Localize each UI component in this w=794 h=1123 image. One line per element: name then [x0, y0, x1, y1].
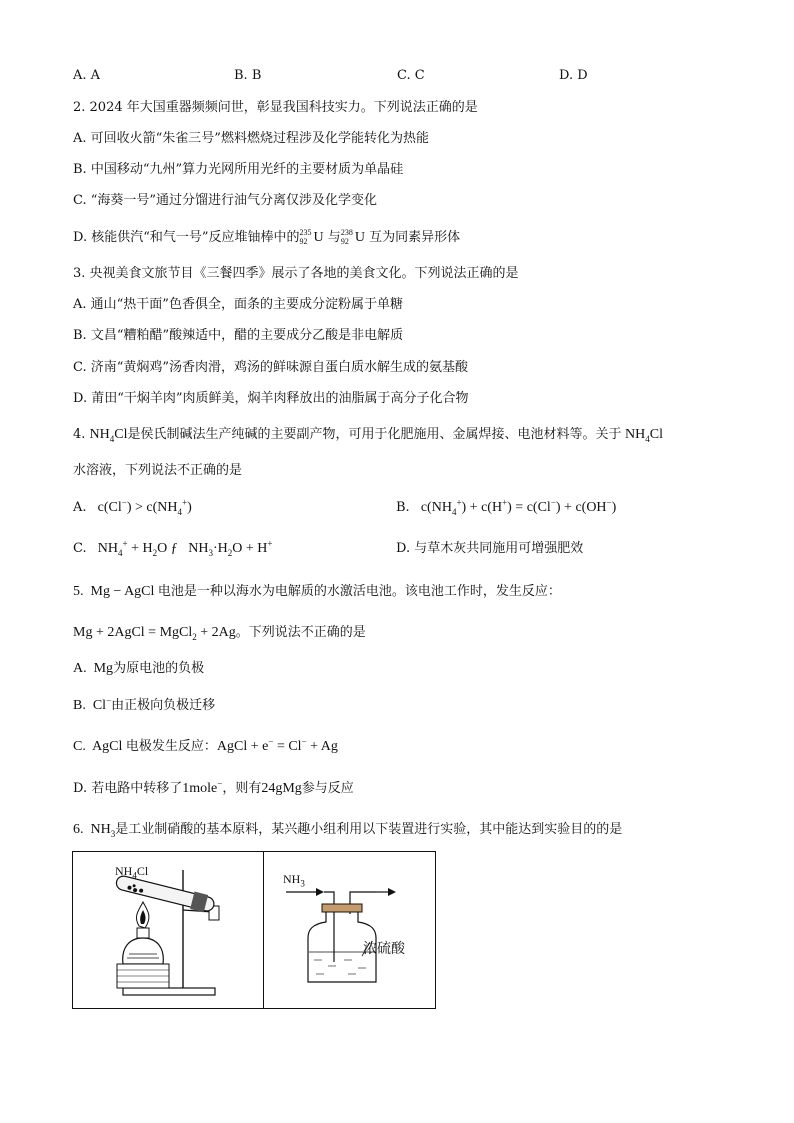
q2-option-b[interactable]: B. 中国移动“九州”算力光网所用光纤的主要材质为单晶硅	[73, 162, 404, 177]
q5-d-mass: 24gMg	[261, 781, 302, 796]
fig2-liquid-label: 浓硫酸	[363, 941, 405, 957]
heating-apparatus-diagram	[73, 852, 263, 1008]
apparatus-figure	[72, 851, 436, 1009]
q5-d-electrons: 1mole−	[182, 778, 223, 796]
q4-c-label: C.	[73, 541, 87, 556]
q5-option-d[interactable]	[73, 779, 354, 799]
q4-stem-text1: 是侯氏制碱法生产纯碱的主要副产物，可用于化肥施用、金属焊接、电池材料等。关于	[127, 427, 622, 442]
q4-a-label: A.	[73, 500, 87, 515]
q4-stem-line2: 水溶液，下列说法不正确的是	[73, 463, 243, 478]
fig1-label-nh4cl: $NH_4Cl$	[115, 864, 149, 881]
q5-d-suffix: 参与反应	[301, 781, 354, 796]
q5-stem-text1: 电池是一种以海水为电解质的水激活电池。该电池工作时，发生反应：	[157, 584, 561, 599]
q5-reaction-equation: Mg + 2AgCl = MgCl$_2$ + 2Ag	[73, 625, 236, 642]
q1-option-d[interactable]: D. D	[559, 68, 588, 83]
isotope-1-symbol: U	[313, 230, 324, 245]
q5-d-prefix: D. 若电路中转移了	[73, 781, 183, 796]
isotope-2	[341, 228, 355, 248]
fig2-gas-label: $NH_3$	[283, 872, 305, 889]
q4-option-c[interactable]	[73, 539, 272, 559]
q5-c-text: 电极发生反应：	[125, 739, 217, 754]
q5-option-a[interactable]	[73, 659, 204, 679]
q2-option-d[interactable]	[73, 228, 460, 248]
q3-option-b[interactable]: B. 文昌“糟粕醋”酸辣适中，醋的主要成分乙酸是非电解质	[73, 328, 404, 343]
q4-formula-nh4cl: $NH_4Cl$	[89, 427, 128, 444]
isotope-2-z: 92	[340, 237, 349, 246]
q5-stem-line1	[73, 582, 561, 602]
q2-stem: 2. 2024 年大国重器频频问世，彰显我国科技实力。下列说法正确的是	[73, 100, 478, 115]
isotope-1	[300, 228, 314, 248]
q6-number-formula: 6. $NH_3$	[73, 822, 116, 839]
q5-number-formula: 5. Mg − AgCl	[73, 584, 158, 599]
q4-c-equation: $NH_4^+ + H_2O$ ƒ $NH_3\cdot H_2O + H^+$	[90, 538, 273, 558]
q4-option-a[interactable]	[73, 498, 192, 518]
isotope-1-mass: 235	[299, 228, 312, 237]
q4-number: 4.	[73, 427, 86, 442]
q1-option-b[interactable]: B. B	[234, 68, 262, 83]
q3-option-c[interactable]: C. 济南“黄焖鸡”汤香肉滑，鸡汤的鲜味源自蛋白质水解生成的氨基酸	[73, 360, 469, 375]
q3-stem: 3. 央视美食文旅节目《三餐四季》展示了各地的美食文化。下列说法正确的是	[73, 266, 519, 281]
q4-b-label: B.	[396, 500, 410, 515]
q5-option-c[interactable]	[73, 737, 338, 757]
q3-option-a[interactable]: A. 通山“热干面”色香俱全，面条的主要成分淀粉属于单糖	[73, 297, 403, 312]
q4-b-expression: $c(NH_4^+) + c(H^+) = c(Cl^-) + c(OH^-)$	[413, 497, 617, 517]
q4-option-b[interactable]	[396, 498, 616, 518]
q5-stem-line2	[73, 623, 366, 643]
isotope-1-z: 92	[299, 237, 308, 246]
q5-c-equation: AgCl + e− = Cl− + Ag	[216, 736, 338, 754]
q6-stem	[73, 820, 622, 840]
isotope-2-mass: 238	[340, 228, 353, 237]
q5-b-formula: B. Cl−	[73, 695, 112, 713]
q2-option-a[interactable]: A. 可回收火箭“朱雀三号”燃料燃烧过程涉及化学能转化为热能	[73, 131, 429, 146]
q1-option-c[interactable]: C. C	[397, 68, 425, 83]
q5-option-b[interactable]	[73, 696, 215, 716]
q1-options	[73, 66, 713, 86]
q2-option-c[interactable]: C. “海葵一号”通过分馏进行油气分离仅涉及化学变化	[73, 193, 378, 208]
q2-d-mid: 与	[327, 230, 341, 245]
q2-d-prefix: D. 核能供汽“和气一号”反应堆铀棒中的	[73, 230, 300, 245]
q2-d-suffix: 互为同素异形体	[369, 230, 461, 245]
q4-option-d[interactable]: D. 与草木灰共同施用可增强肥效	[396, 541, 584, 556]
q5-a-text: 为原电池的负极	[113, 661, 205, 676]
q5-d-mid: ，则有	[222, 781, 262, 796]
q6-stem-text: 是工业制硝酸的基本原料，某兴趣小组利用以下装置进行实验，其中能达到实验目的的是	[115, 822, 623, 837]
q5-stem-text2: 。下列说法不正确的是	[235, 625, 366, 640]
q1-option-a[interactable]: A. A	[73, 68, 101, 83]
q3-option-d[interactable]: D. 莆田“干焖羊肉”肉质鲜美，焖羊肉释放出的油脂属于高分子化合物	[73, 391, 469, 406]
q4-formula-nh4cl-2: $NH_4Cl$	[621, 427, 663, 444]
q5-b-text: 由正极向负极迁移	[111, 698, 216, 713]
q5-c-formula: C. AgCl	[73, 739, 126, 754]
q5-a-formula: A. Mg	[73, 661, 114, 676]
isotope-2-symbol: U	[354, 230, 365, 245]
q4-a-expression: $c(Cl^-) > c(NH_4^+)$	[90, 497, 192, 517]
q4-stem-line1	[73, 425, 663, 445]
